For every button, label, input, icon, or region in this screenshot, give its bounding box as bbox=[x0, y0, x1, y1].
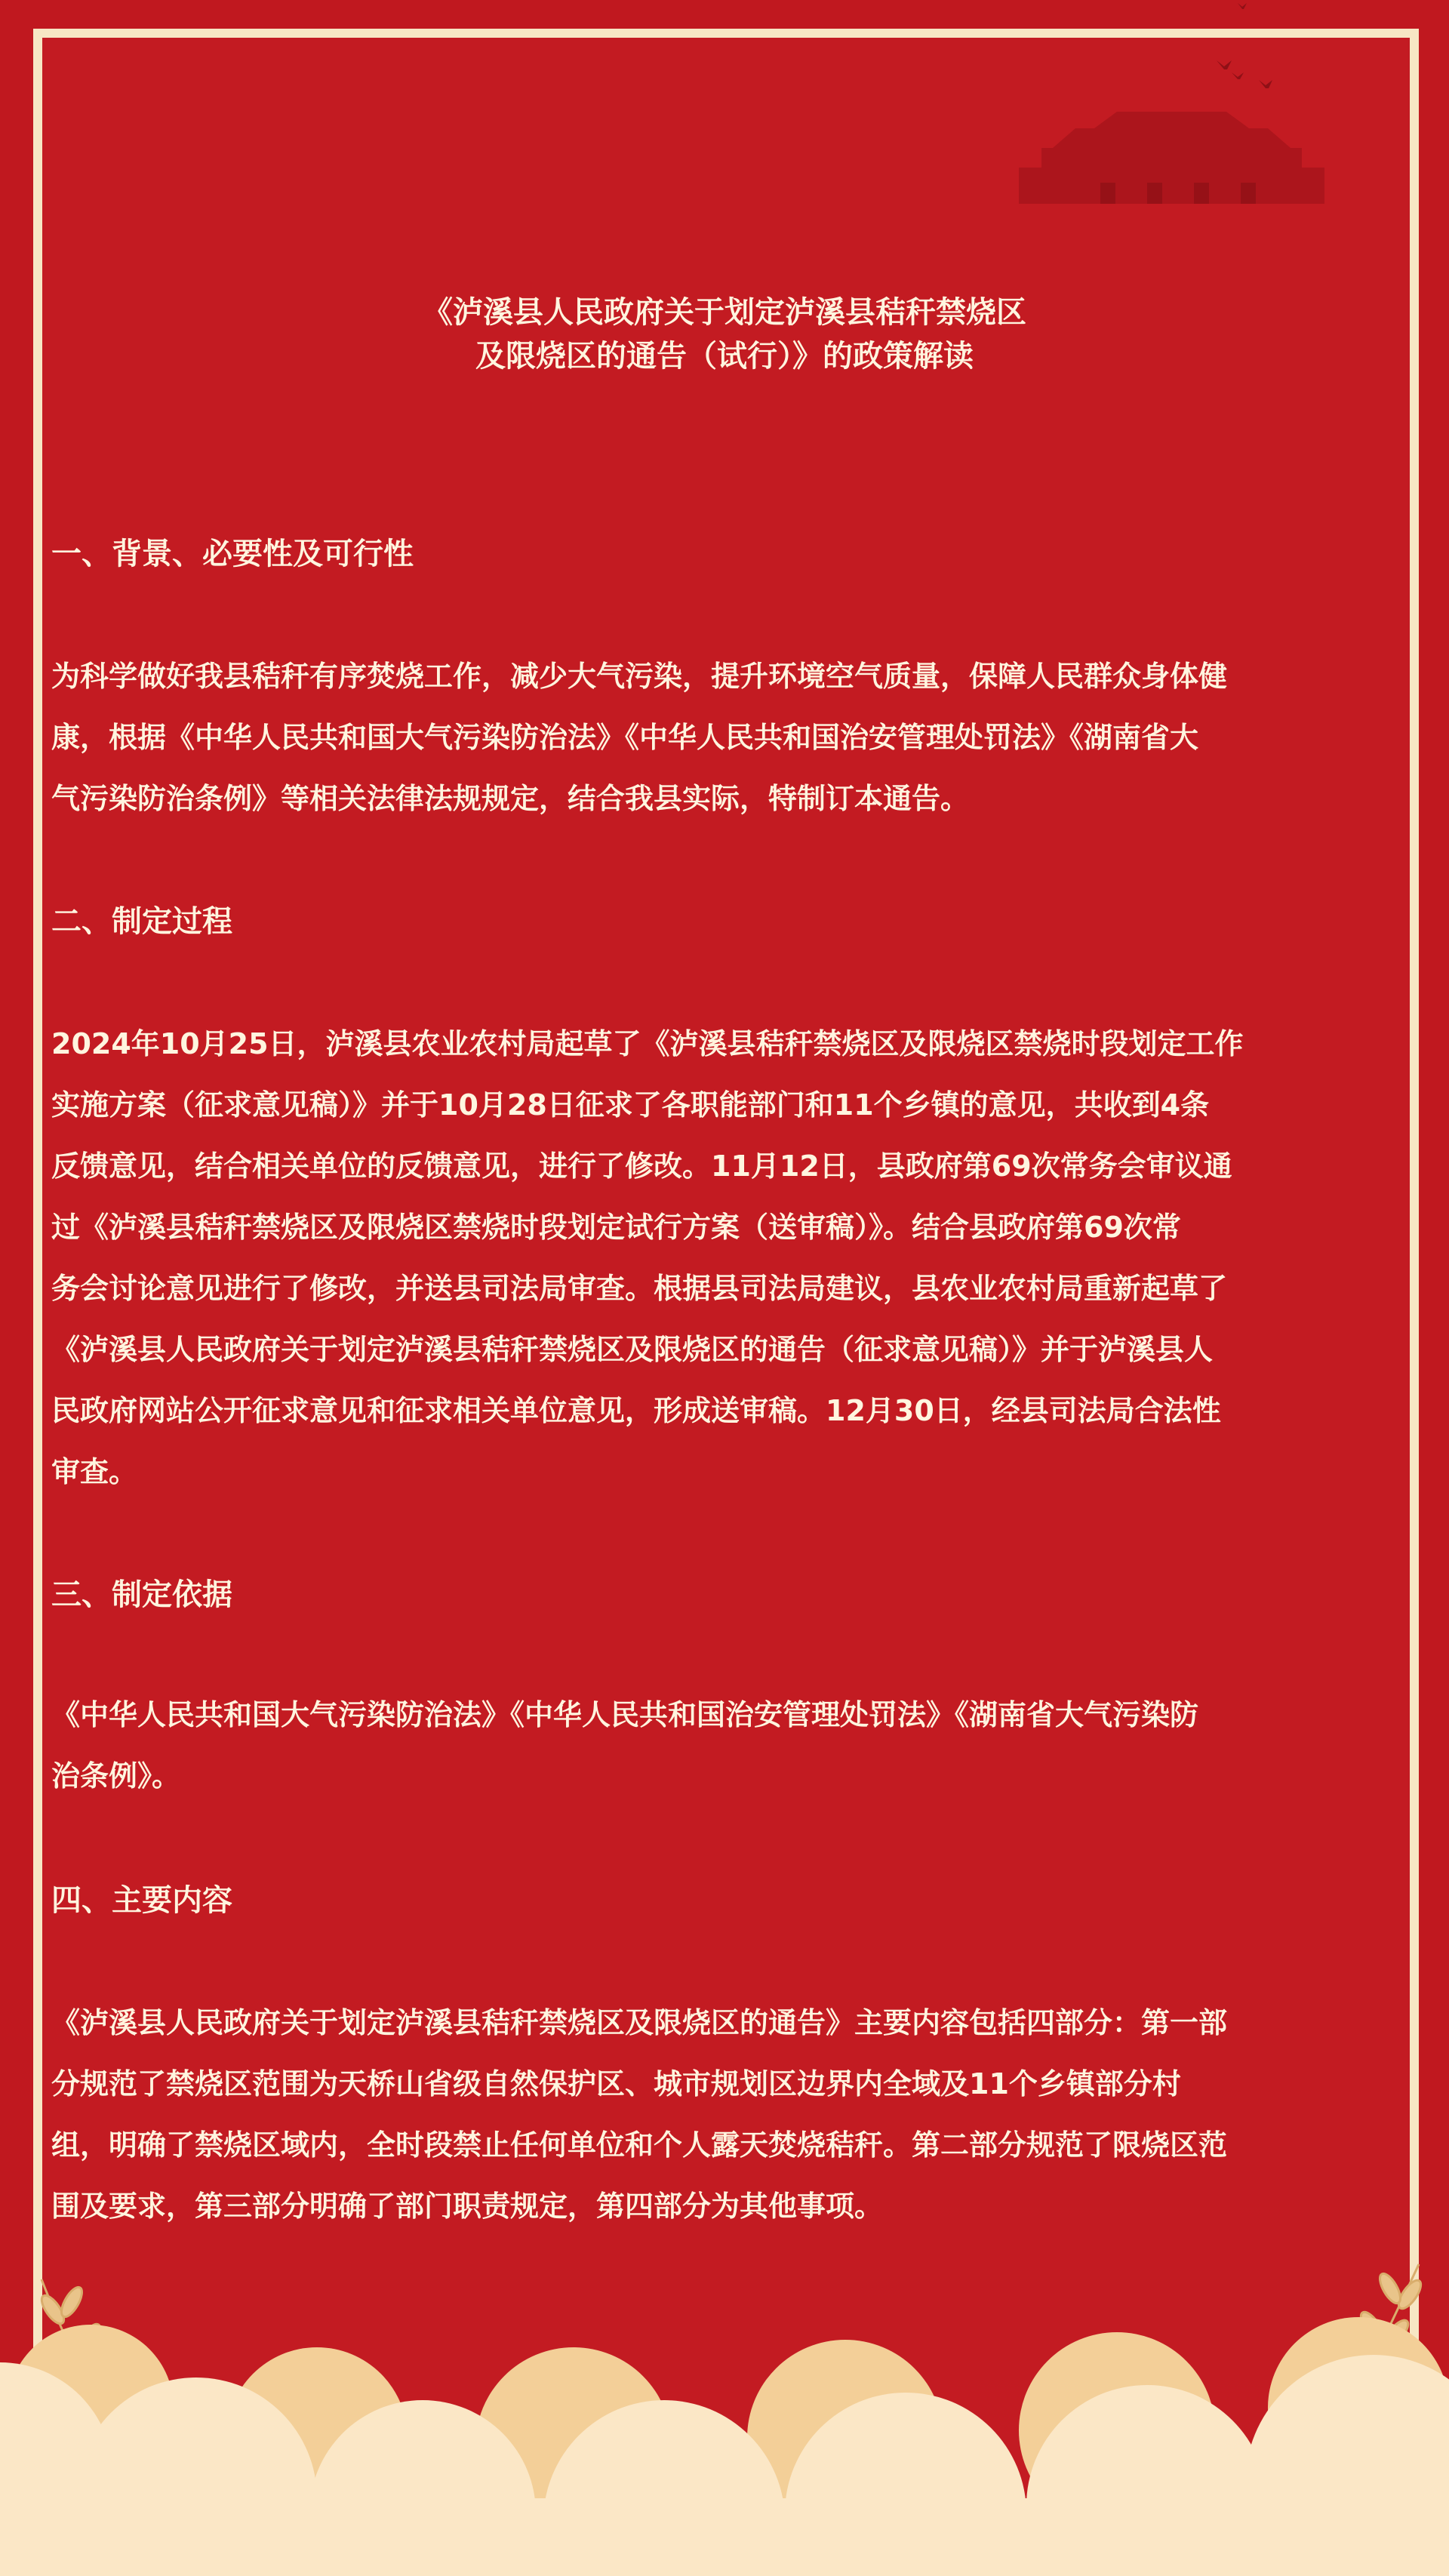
body-line: 民政府网站公开征求意见和征求相关单位意见，形成送审稿。12月30日，经县司法局合法性 bbox=[51, 1394, 1221, 1427]
tiananmen-gate-icon bbox=[0, 0, 1449, 226]
body-line: 务会讨论意见进行了修改，并送县司法局审查。根据县司法局建议，县农业农村局重新起草了 bbox=[51, 1272, 1228, 1305]
body-line: 2024年10月25日，泸溪县农业农村局起草了《泸溪县秸秆禁烧区及限烧区禁烧时段划定工作 bbox=[51, 1027, 1244, 1060]
body-line: 《泸溪县人民政府关于划定泸溪县秸秆禁烧区及限烧区的通告》主要内容包括四部分：第一部 bbox=[51, 2006, 1228, 2039]
cloud-footer bbox=[0, 2249, 1449, 2576]
body-line: 分规范了禁烧区范围为天桥山省级自然保护区、城市规划区边界内全域及11个乡镇部分村 bbox=[51, 2067, 1181, 2101]
title-line-2: 及限烧区的通告（试行）》的政策解读 bbox=[475, 339, 974, 374]
body-line: 《泸溪县人民政府关于划定泸溪县秸秆禁烧区及限烧区的通告（征求意见稿）》并于泸溪县人 bbox=[51, 1333, 1214, 1366]
body-line: 实施方案（征求意见稿）》并于10月28日征求了各职能部门和11个乡镇的意见，共收到4条 bbox=[51, 1088, 1210, 1122]
section-body-basis bbox=[51, 1685, 1389, 1807]
section-heading-basis: 三、制定依据 bbox=[51, 1577, 232, 1612]
body-line: 围及要求，第三部分明确了部门职责规定，第四部分为其他事项。 bbox=[51, 2190, 884, 2223]
body-line: 过《泸溪县秸秆禁烧区及限烧区禁烧时段划定试行方案（送审稿）》。结合县政府第69次常 bbox=[51, 1211, 1181, 1244]
section-heading-background: 一、背景、必要性及可行性 bbox=[51, 537, 414, 571]
body-line: 审查。 bbox=[51, 1455, 138, 1488]
body-line: 康，根据《中华人民共和国大气污染防治法》《中华人民共和国治安管理处罚法》《湖南省大 bbox=[51, 721, 1199, 754]
body-line: 反馈意见，结合相关单位的反馈意见，进行了修改。11月12日，县政府第69次常务会审议通 bbox=[51, 1150, 1232, 1183]
section-body-background bbox=[51, 646, 1389, 829]
body-line: 《中华人民共和国大气污染防治法》《中华人民共和国治安管理处罚法》《湖南省大气污染防 bbox=[51, 1698, 1199, 1731]
body-line: 治条例》。 bbox=[51, 1759, 181, 1793]
page-title bbox=[0, 291, 1449, 378]
section-body-content bbox=[51, 1993, 1389, 2237]
section-heading-content: 四、主要内容 bbox=[51, 1883, 232, 1918]
body-line: 气污染防治条例》等相关法律法规规定，结合我县实际，特制订本通告。 bbox=[51, 782, 970, 815]
body-line: 组，明确了禁烧区域内，全时段禁止任何单位和个人露天焚烧秸秆。第二部分规范了限烧区范 bbox=[51, 2128, 1228, 2162]
section-body-process bbox=[51, 1014, 1389, 1503]
title-line-1: 《泸溪县人民政府关于划定泸溪县秸秆禁烧区 bbox=[423, 295, 1026, 330]
section-heading-process: 二、制定过程 bbox=[51, 904, 232, 939]
body-line: 为科学做好我县秸秆有序焚烧工作，减少大气污染，提升环境空气质量，保障人民群众身体健 bbox=[51, 660, 1228, 693]
